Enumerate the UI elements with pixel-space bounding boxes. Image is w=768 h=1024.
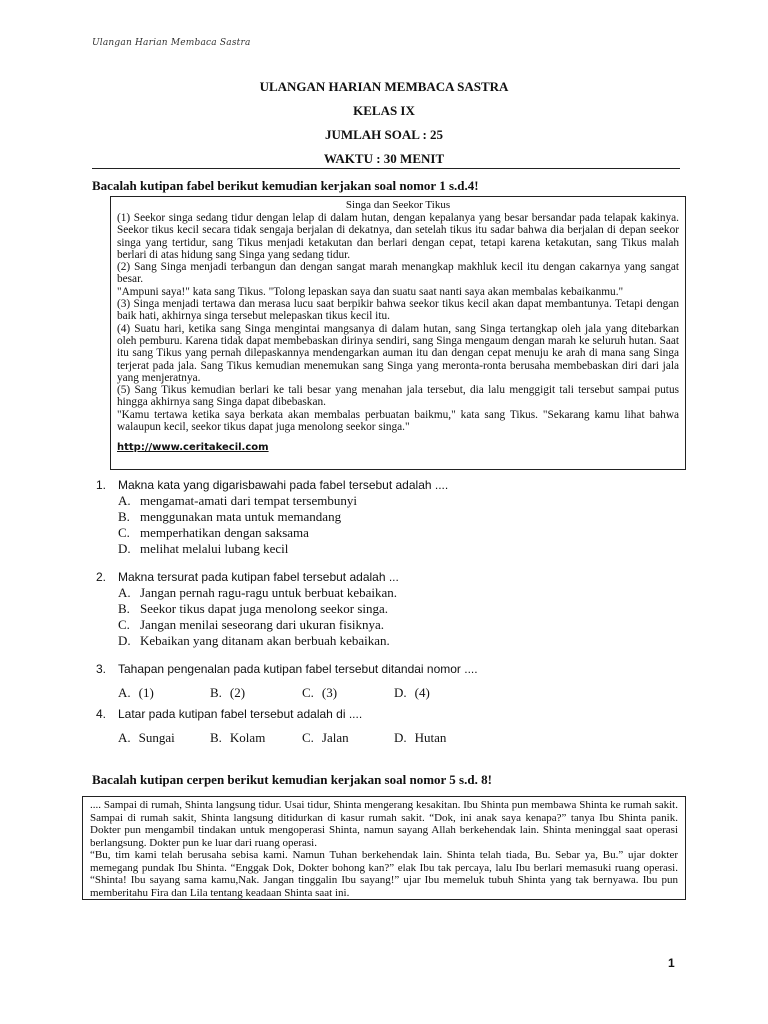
question-4: [96, 706, 686, 746]
source-link[interactable]: http://www.ceritakecil.com: [117, 442, 269, 454]
question-number: 2.: [96, 570, 107, 584]
fable-paragraph: (5) Sang Tikus kemudian berlari ke tali besar yang menahan jala tersebut, dia lalu menggigit tali tersebut sampai putus hingga akhirnya sang Singa dapat dibebaskan.: [117, 384, 679, 409]
class-label: KELAS IX: [353, 103, 415, 118]
title-divider: [92, 168, 680, 169]
exam-title: ULANGAN HARIAN MEMBACA SASTRA: [259, 79, 509, 94]
question-number: 1.: [96, 478, 107, 492]
fable-paragraph: (1) Seekor singa sedang tidur dengan lelap di dalam hutan, dengan kepalanya yang besar bersandar pada telapak kakinya. Seekor tikus kecil secara tidak sengaja berjalan di dekatnya, dan setelah tikus itu sadar bahwa dia berjalan di depan seekor singa yang tertidur, sang Tikus menjadi ketakutan dan berlari dengan cepat, tetapi karena ketakutan, sang Tikus malah berlari di atas hidung sang Singa yang sedang tidur.: [117, 212, 679, 261]
answer-option[interactable]: A. (1): [118, 685, 154, 700]
fable-title: Singa dan Seekor Tikus: [345, 199, 451, 211]
fable-excerpt-box: [110, 196, 686, 470]
answer-options: [118, 585, 686, 649]
answer-option[interactable]: C. Jalan: [302, 730, 349, 745]
page-number: 1: [668, 956, 675, 970]
question-count: JUMLAH SOAL : 25: [324, 127, 444, 142]
fable-paragraph: (2) Sang Singa menjadi terbangun dan dengan sangat marah menangkap makhluk kecil itu dengan cakarnya yang sangat besar.: [117, 261, 679, 286]
instruction-fable: Bacalah kutipan fabel berikut kemudian kerjakan soal nomor 1 s.d.4!: [92, 178, 479, 193]
answer-option[interactable]: C. memperhatikan dengan saksama: [118, 525, 309, 540]
answer-options: [118, 730, 686, 746]
question-2: [96, 569, 686, 649]
short-story-excerpt-box: [82, 796, 686, 900]
time-limit: WAKTU : 30 MENIT: [323, 151, 445, 166]
question-text: Makna kata yang digarisbawahi pada fabel tersebut adalah ....: [118, 478, 449, 492]
question-3: [96, 661, 686, 701]
question-1: [96, 477, 686, 557]
story-paragraph: “Bu, tim kami telah berusaha sebisa kami. Namun Tuhan berkehendak lain. Shinta telah tiada, Bu. Sebar ya, Bu.” ujar dokter memegang pundak Ibu Shinta. “Enggak Dok, Dokter bohong kan?” elak Ibu tak percaya, lalu Ibu berlari memasuki ruang operasi. “Shinta! Ibu sayang sama kamu,Nak. Jangan tinggalin Ibu sayang!” ujar Ibu memeluk tubuh Shinta yang tak bernyawa. Ibu pun memberitahu Fira dan Lila tentang keadaan Shinta saat ini.: [90, 849, 678, 899]
answer-option[interactable]: B. menggunakan mata untuk memandang: [118, 509, 342, 524]
answer-option[interactable]: A. Jangan pernah ragu-ragu untuk berbuat kebaikan.: [118, 585, 398, 600]
answer-option[interactable]: D. melihat melalui lubang kecil: [118, 541, 289, 556]
answer-option[interactable]: A. mengamat-amati dari tempat tersembunyi: [118, 493, 357, 508]
answer-option[interactable]: C. Jangan menilai seseorang dari ukuran fisiknya.: [118, 617, 385, 632]
fable-paragraph: "Kamu tertawa ketika saya berkata akan membalas perbuatan baikmu," kata sang Tikus. "Sekarang kamu lihat bahwa walaupun kecil, seekor tikus dapat juga menolong seekor singa.": [117, 408, 679, 434]
question-text: Tahapan pengenalan pada kutipan fabel tersebut ditandai nomor ....: [118, 662, 478, 676]
answer-option[interactable]: B. (2): [210, 685, 246, 700]
answer-option[interactable]: B. Seekor tikus dapat juga menolong seekor singa.: [118, 601, 389, 616]
answer-option[interactable]: D. Hutan: [394, 730, 447, 745]
question-text: Latar pada kutipan fabel tersebut adalah di ....: [118, 707, 363, 721]
answer-option[interactable]: D. Kebaikan yang ditanam akan berbuah kebaikan.: [118, 633, 390, 648]
answer-option[interactable]: D. (4): [394, 685, 430, 700]
answer-option[interactable]: A. Sungai: [118, 730, 175, 745]
exam-title-block: [0, 80, 768, 176]
answer-option[interactable]: C. (3): [302, 685, 338, 700]
running-header: Ulangan Harian Membaca Sastra: [92, 38, 251, 48]
question-number: 4.: [96, 707, 107, 721]
answer-option[interactable]: B. Kolam: [210, 730, 266, 745]
answer-options: [118, 685, 686, 701]
instruction-short-story: Bacalah kutipan cerpen berikut kemudian kerjakan soal nomor 5 s.d. 8!: [92, 772, 492, 787]
answer-options: [118, 493, 686, 557]
fable-paragraph: "Ampuni saya!" kata sang Tikus. "Tolong lepaskan saya dan suatu saat nanti saya akan membalas kebaikanmu.": [117, 285, 624, 298]
question-text: Makna tersurat pada kutipan fabel tersebut adalah ...: [118, 570, 399, 584]
question-number: 3.: [96, 662, 107, 676]
fable-paragraph: (3) Singa menjadi tertawa dan merasa lucu saat berpikir bahwa seekor tikus kecil akan dapat membantunya. Tetapi dengan baik hati, akhirnya singa tersebut melepaskan tikus kecil itu.: [117, 298, 679, 323]
fable-paragraph: (4) Suatu hari, ketika sang Singa mengintai mangsanya di dalam hutan, sang Singa tertangkap oleh jala yang ditebarkan oleh pemburu. Karena tidak dapat membebaskan dirinya sendiri, sang Singa mengaum dengan marah ke seluruh hutan. Saat itu sang Tikus yang pernah dilepaskannya mendengarkan auman itu dan dengan cepat menuju ke arah di mana sang Singa terjerat pada jala. Sang Tikus kemudian menemukan sang Singa yang meronta-ronta berusaha membebaskan diri dari jala yang menjeratnya.: [117, 322, 679, 384]
story-paragraph: .... Sampai di rumah, Shinta langsung tidur. Usai tidur, Shinta mengerang kesakitan. Ibu Shinta pun membawa Shinta ke rumah sakit. Sampai di rumah sakit, Shinta langsung ditidurkan di kasur rumah sakit. “Dok, ini anak saya kenapa?” tanya Ibu Shinta panik. Dokter pun mengambil tindakan untuk mengoperasi Shinta, namun sayang Allah berkehendak lain. Shinta meninggal saat operasi berlangsung. Dokter pun ke luar dari ruang operasi.: [90, 799, 678, 849]
